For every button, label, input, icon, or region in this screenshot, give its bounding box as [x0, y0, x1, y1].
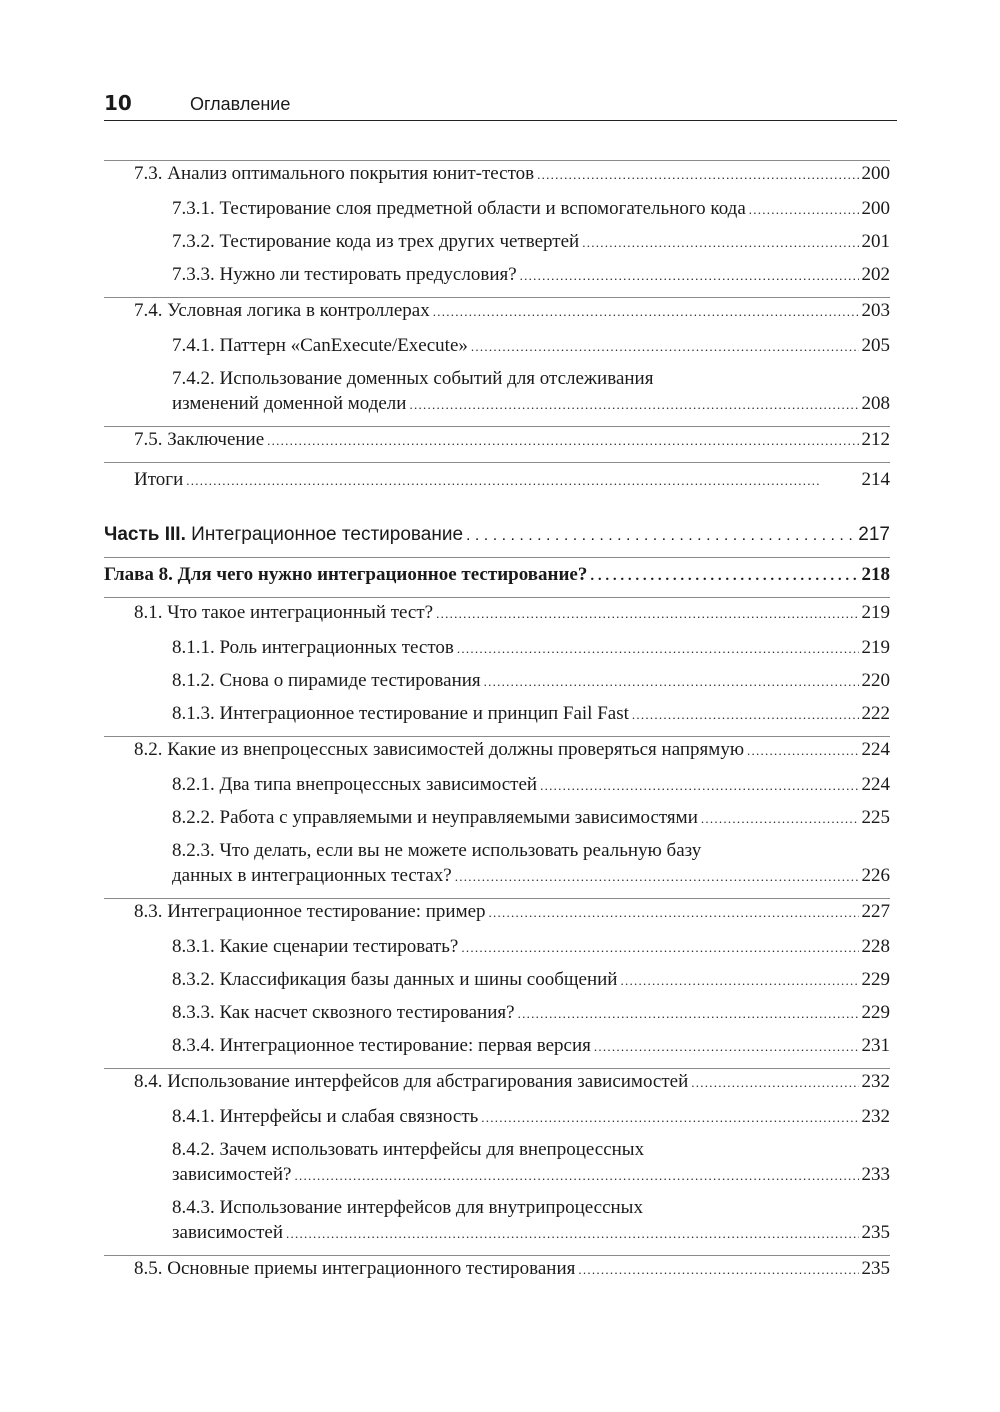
leader-dots: [701, 807, 859, 830]
toc-entry-title: 8.1. Что такое интеграционный тест?: [134, 602, 434, 623]
toc-entry-summary[interactable]: [104, 462, 890, 492]
toc-entry-title: 8.4.1. Интерфейсы и слабая связность: [172, 1106, 479, 1127]
toc-entry-7-4-2[interactable]: [104, 368, 890, 416]
toc-entry-title-line2: изменений доменной модели: [172, 393, 407, 414]
toc-page-number: 201: [861, 231, 890, 252]
toc-entry-8-4-1[interactable]: [104, 1106, 890, 1129]
page-number: 10: [104, 91, 132, 115]
leader-dots: [457, 637, 859, 660]
toc-page-number: 229: [861, 1002, 890, 1023]
toc-page-number: 231: [861, 1035, 890, 1056]
toc-entry-title-line1: 7.4.2. Использование доменных событий для отслеживания: [172, 368, 654, 389]
part-label: Часть III.: [104, 524, 186, 545]
toc-entry-7-3-2[interactable]: [104, 231, 890, 254]
toc-page-number: 229: [861, 969, 890, 990]
toc-entry-title: 8.3.4. Интеграционное тестирование: первая версия: [172, 1035, 591, 1056]
toc-page-number: 203: [861, 300, 890, 321]
toc-entry-8-1-2[interactable]: [104, 670, 890, 693]
toc-entry-title: 8.3.1. Какие сценарии тестировать?: [172, 936, 459, 957]
toc-page-number: 225: [861, 807, 890, 828]
toc-entry-7-4[interactable]: [104, 297, 890, 323]
toc-entry-title: 7.3. Анализ оптимального покрытия юнит-тестов: [134, 163, 535, 184]
toc-entry-8-3-3[interactable]: [104, 1002, 890, 1025]
leader-dots: [578, 1258, 858, 1281]
toc-entry-8-4[interactable]: [104, 1068, 890, 1094]
leader-dots: [520, 264, 859, 287]
toc-entry-title: 8.5. Основные приемы интеграционного тестирования: [134, 1258, 576, 1279]
leader-dots: [466, 524, 855, 547]
toc-page-number: 228: [861, 936, 890, 957]
toc-page-number: 226: [861, 865, 890, 886]
toc-chapter-8[interactable]: [104, 557, 890, 587]
toc-page-number: 214: [861, 469, 890, 490]
leader-dots: [436, 602, 858, 625]
leader-dots: [749, 198, 859, 221]
leader-dots: [433, 300, 859, 323]
leader-dots: [294, 1164, 858, 1187]
toc-page-number: 227: [861, 901, 890, 922]
toc-page-number: 217: [858, 524, 890, 545]
leader-dots: [267, 429, 858, 452]
toc-entry-7-3-1[interactable]: [104, 198, 890, 221]
toc-entry-title: 8.2.2. Работа с управляемыми и неуправляемыми зависимостями: [172, 807, 698, 828]
toc-entry-title: 7.3.2. Тестирование кода из трех других четвертей: [172, 231, 580, 252]
toc-entry-8-1-1[interactable]: [104, 637, 890, 660]
toc-entry-title: 8.3.2. Классификация базы данных и шины сообщений: [172, 969, 618, 990]
toc-entry-title: 8.4. Использование интерфейсов для абстрагирования зависимостей: [134, 1071, 689, 1092]
toc-entry-title: 8.3.3. Как насчет сквозного тестирования?: [172, 1002, 515, 1023]
toc-page-number: 208: [861, 393, 890, 414]
leader-dots: [537, 163, 858, 186]
leader-dots: [747, 739, 858, 762]
toc-entry-title: 8.1.1. Роль интеграционных тестов: [172, 637, 454, 658]
toc-entry-title: Итоги: [134, 469, 184, 490]
toc-entry-8-2-3[interactable]: [104, 840, 890, 888]
toc-entry-title-line1: 8.2.3. Что делать, если вы не можете использовать реальную базу: [172, 840, 702, 861]
toc-entry-8-2-2[interactable]: [104, 807, 890, 830]
toc-entry-7-3-3[interactable]: [104, 264, 890, 287]
toc-entry-8-4-2[interactable]: [104, 1139, 890, 1187]
toc-page-number: 200: [861, 198, 890, 219]
leader-dots: [481, 1106, 858, 1129]
toc-entry-title: 8.2. Какие из внепроцессных зависимостей должны проверяться напрямую: [134, 739, 745, 760]
leader-dots: [484, 670, 859, 693]
toc-entry-title: 7.3.3. Нужно ли тестировать предусловия?: [172, 264, 517, 285]
toc-page-number: 224: [861, 774, 890, 795]
leader-dots: [455, 865, 859, 888]
toc-entry-title: 8.1.2. Снова о пирамиде тестирования: [172, 670, 481, 691]
leader-dots: [594, 1035, 859, 1058]
toc-entry-title: 7.5. Заключение: [134, 429, 265, 450]
toc-page-number: 235: [861, 1222, 890, 1243]
toc-entry-8-2[interactable]: [104, 736, 890, 762]
toc-page-number: 220: [861, 670, 890, 691]
toc-page-number: 222: [861, 703, 890, 724]
toc-entry-7-3[interactable]: [104, 160, 890, 186]
leader-dots: [632, 703, 859, 726]
toc-page-number: 219: [861, 602, 890, 623]
leader-dots: [590, 564, 858, 587]
toc-entry-7-4-1[interactable]: [104, 335, 890, 358]
toc-page-number: 235: [861, 1258, 890, 1279]
toc-entry-7-5[interactable]: [104, 426, 890, 452]
toc-page-number: 224: [861, 739, 890, 760]
leader-dots: [286, 1222, 858, 1245]
toc-entry-title: 7.4.1. Паттерн «CanExecute/Execute»: [172, 335, 468, 356]
leader-dots: [540, 774, 858, 797]
toc-page-number: 200: [861, 163, 890, 184]
toc-entry-title: 8.2.1. Два типа внепроцессных зависимостей: [172, 774, 538, 795]
leader-dots: [518, 1002, 859, 1025]
toc-entry-title-line2: данных в интеграционных тестах?: [172, 865, 452, 886]
running-title: Оглавление: [190, 94, 291, 114]
toc-page-number: 202: [861, 264, 890, 285]
toc-page-number: 218: [861, 564, 890, 585]
page-header: [104, 90, 897, 121]
toc-page-number: 232: [861, 1106, 890, 1127]
toc-page-number: 205: [861, 335, 890, 356]
toc-page-number: 232: [861, 1071, 890, 1092]
leader-dots: [461, 936, 858, 959]
toc-entry-title: 8.1.3. Интеграционное тестирование и принцип Fail Fast: [172, 703, 629, 724]
leader-dots: [620, 969, 858, 992]
toc-entry-title-line2: зависимостей?: [172, 1164, 292, 1185]
toc-page-number: 219: [861, 637, 890, 658]
toc-entry-title-line1: 8.4.2. Зачем использовать интерфейсы для внепроцессных: [172, 1139, 645, 1160]
leader-dots: [489, 901, 859, 924]
leader-dots: [471, 335, 859, 358]
chapter-title: Глава 8. Для чего нужно интеграционное тестирование?: [104, 564, 588, 585]
leader-dots: [691, 1071, 858, 1094]
toc-entry-8-3-4[interactable]: [104, 1035, 890, 1058]
part-title: Интеграционное тестирование: [191, 524, 464, 545]
toc-page-number: 233: [861, 1164, 890, 1185]
leader-dots: [409, 393, 858, 416]
leader-dots: [186, 469, 858, 492]
toc-entry-title: 7.3.1. Тестирование слоя предметной области и вспомогательного кода: [172, 198, 746, 219]
toc-entry-title-line1: 8.4.3. Использование интерфейсов для внутрипроцессных: [172, 1197, 643, 1218]
toc-entry-8-1-3[interactable]: [104, 703, 890, 726]
toc-entry-8-4-3[interactable]: [104, 1197, 890, 1245]
table-of-contents: [104, 160, 890, 1281]
toc-entry-8-3[interactable]: [104, 898, 890, 924]
toc-part-3[interactable]: [104, 524, 890, 547]
toc-entry-8-5[interactable]: [104, 1255, 890, 1281]
toc-entry-title: 7.4. Условная логика в контроллерах: [134, 300, 430, 321]
toc-entry-8-2-1[interactable]: [104, 774, 890, 797]
toc-page-number: 212: [861, 429, 890, 450]
toc-entry-8-1[interactable]: [104, 597, 890, 625]
leader-dots: [582, 231, 858, 254]
toc-entry-8-3-2[interactable]: [104, 969, 890, 992]
toc-entry-8-3-1[interactable]: [104, 936, 890, 959]
toc-entry-title-line2: зависимостей: [172, 1222, 284, 1243]
toc-entry-title: 8.3. Интеграционное тестирование: пример: [134, 901, 486, 922]
